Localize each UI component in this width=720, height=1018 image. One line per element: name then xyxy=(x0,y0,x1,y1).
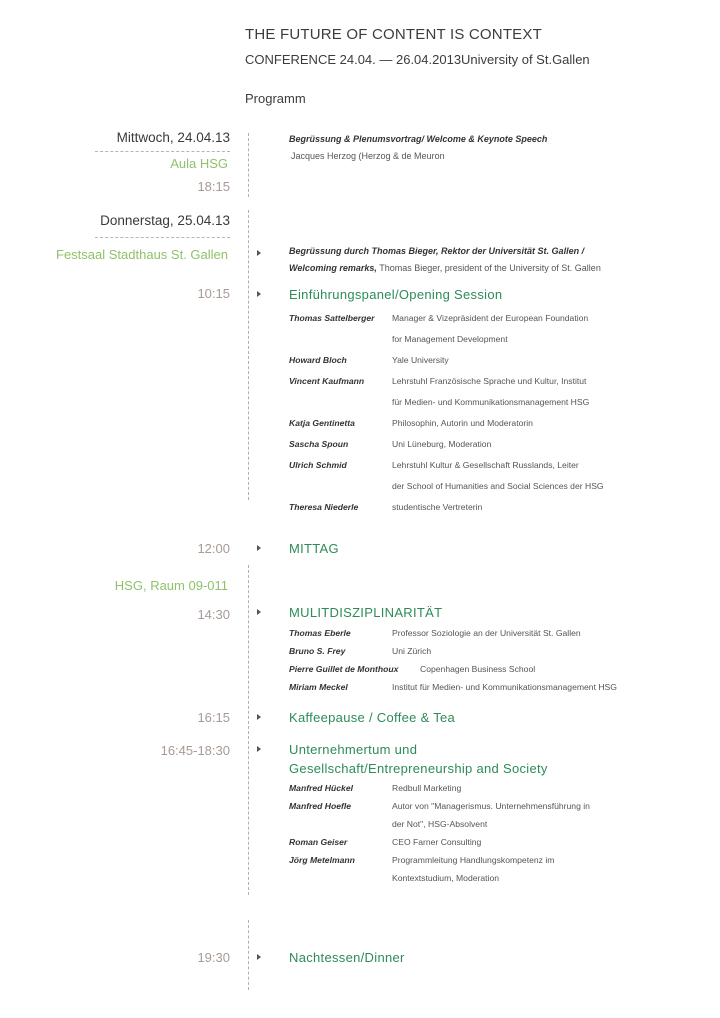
bullet-arrow-icon xyxy=(257,714,261,720)
session-speaker: Jacques Herzog (Herzog & de Meuron xyxy=(291,151,445,161)
venue-label: HSG, Raum 09-011 xyxy=(114,578,228,593)
session-time: 12:00 xyxy=(197,541,230,556)
venue-label: Aula HSG xyxy=(170,156,228,171)
session-time: 16:45-18:30 xyxy=(160,743,230,758)
person-name: Katja Gentinetta xyxy=(289,418,355,428)
person-role: for Management Development xyxy=(392,334,508,344)
person-role: Copenhagen Business School xyxy=(420,664,536,674)
person-name: Roman Geiser xyxy=(289,837,348,847)
conference-subtitle: CONFERENCE 24.04. — 26.04.2013University of St.Gallen xyxy=(245,52,590,67)
session-time: 14:30 xyxy=(197,607,230,622)
person-role: Lehrstuhl Französische Sprache und Kultur, Institut xyxy=(392,376,587,386)
timeline-segment xyxy=(248,210,249,500)
timeline-segment xyxy=(248,565,249,895)
person-role: Lehrstuhl Kultur & Gesellschaft Russlands, Leiter xyxy=(392,460,579,470)
person-role: Uni Zürich xyxy=(392,646,432,656)
person-role: Institut für Medien- und Kommunikationsmanagement HSG xyxy=(392,682,617,692)
bullet-arrow-icon xyxy=(257,291,261,297)
person-name: Sascha Spoun xyxy=(289,439,349,449)
session-title: MULITDISZIPLINARITÄT xyxy=(289,605,443,620)
welcome-text: Thomas Bieger, president of the University of St. Gallen xyxy=(376,263,601,273)
person-name: Vincent Kaufmann xyxy=(289,376,365,386)
session-title: Nachtessen/Dinner xyxy=(289,950,405,965)
session-title: Begrüssung & Plenumsvortrag/ Welcome & Keynote Speech xyxy=(289,134,548,144)
welcome-line: Begrüssung durch Thomas Bieger, Rektor der Universität St. Gallen / xyxy=(289,246,585,256)
person-name: Pierre Guillet de Monthoux xyxy=(289,664,399,674)
person-role: Professor Soziologie an der Universität St. Gallen xyxy=(392,628,581,638)
person-name: Ulrich Schmid xyxy=(289,460,347,470)
person-role: CEO Farner Consulting xyxy=(392,837,482,847)
session-title: Einführungspanel/Opening Session xyxy=(289,287,503,302)
session-time: 10:15 xyxy=(197,286,230,301)
session-title: Unternehmertum und xyxy=(289,742,418,757)
day-date: Donnerstag, 25.04.13 xyxy=(100,213,230,228)
session-title: MITTAG xyxy=(289,541,339,556)
session-time: 19:30 xyxy=(197,950,230,965)
session-title: Kaffeepause / Coffee & Tea xyxy=(289,710,456,725)
programm-heading: Programm xyxy=(245,91,306,106)
person-role: der School of Humanities and Social Sciences der HSG xyxy=(392,481,604,491)
person-name: Bruno S. Frey xyxy=(289,646,346,656)
divider xyxy=(95,151,230,152)
person-role: der Not", HSG-Absolvent xyxy=(392,819,488,829)
person-role: Yale University xyxy=(392,355,449,365)
person-name: Theresa Niederle xyxy=(289,502,359,512)
person-role: Philosophin, Autorin und Moderatorin xyxy=(392,418,533,428)
welcome-line-2 xyxy=(289,263,601,273)
person-role: Manager & Vizepräsident der European Foundation xyxy=(392,313,589,323)
bullet-arrow-icon xyxy=(257,954,261,960)
person-name: Thomas Sattelberger xyxy=(289,313,375,323)
person-name: Jörg Metelmann xyxy=(289,855,355,865)
person-name: Thomas Eberle xyxy=(289,628,351,638)
conference-title: THE FUTURE OF CONTENT IS CONTEXT xyxy=(245,26,542,43)
session-title-cont: Gesellschaft/Entrepreneurship and Society xyxy=(289,761,548,776)
timeline-segment xyxy=(248,133,249,197)
person-role: Redbull Marketing xyxy=(392,783,462,793)
venue-label: Festsaal Stadthaus St. Gallen xyxy=(56,247,228,262)
person-role: Kontextstudium, Moderation xyxy=(392,873,500,883)
person-name: Howard Bloch xyxy=(289,355,347,365)
person-name: Manfred Hückel xyxy=(289,783,353,793)
person-role: studentische Vertreterin xyxy=(392,502,483,512)
session-time: 18:15 xyxy=(197,179,230,194)
bullet-arrow-icon xyxy=(257,250,261,256)
person-name: Miriam Meckel xyxy=(289,682,348,692)
divider xyxy=(95,237,230,238)
timeline-segment xyxy=(248,920,249,990)
bullet-arrow-icon xyxy=(257,609,261,615)
bullet-arrow-icon xyxy=(257,746,261,752)
person-role: Autor von "Managerismus. Unternehmensführung in xyxy=(392,801,590,811)
bullet-arrow-icon xyxy=(257,545,261,551)
person-role: Uni Lüneburg, Moderation xyxy=(392,439,492,449)
day-date: Mittwoch, 24.04.13 xyxy=(116,130,230,145)
person-name: Manfred Hoefle xyxy=(289,801,352,811)
welcome-label: Welcoming remarks, xyxy=(289,263,377,273)
session-time: 16:15 xyxy=(197,710,230,725)
person-role: Programmleitung Handlungskompetenz im xyxy=(392,855,555,865)
person-role: für Medien- und Kommunikationsmanagement HSG xyxy=(392,397,590,407)
